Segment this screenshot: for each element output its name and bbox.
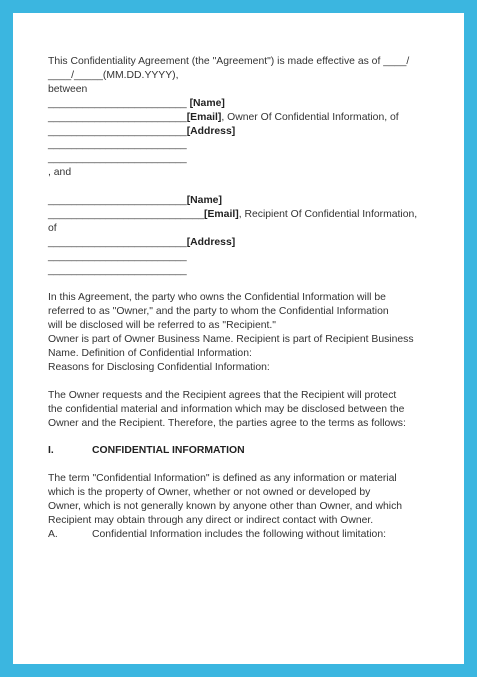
owner-address-line (48, 125, 443, 139)
para2-line-2: the confidential material and information which may be disclosed between the (48, 403, 405, 415)
owner-address-line-2: ________________________ (48, 139, 187, 151)
intro-line-1: This Confidentiality Agreement (the "Agreement") is made effective as of ____/ (48, 56, 410, 67)
owner-address-line-3: ________________________ (48, 153, 187, 165)
and-text: , and (48, 167, 72, 179)
recipient-name-line (48, 194, 443, 208)
recipient-address-line-3: ________________________ (48, 264, 187, 276)
recipient-name-blank: ________________________ (48, 195, 187, 207)
section-heading (48, 444, 443, 458)
recipient-address-line (48, 236, 443, 250)
owner-email-label: [Email] (186, 111, 222, 123)
owner-email-suffix: , Owner Of Confidential Information, of (221, 111, 399, 123)
section-title: CONFIDENTIAL INFORMATION (92, 445, 245, 457)
para1-line-2: referred to as "Owner," and the party to whom the Confidential Information (48, 306, 389, 318)
para3-line-4: Recipient may obtain through any direct or indirect contact with Owner. (48, 514, 374, 526)
agreement-body (48, 55, 443, 542)
para3-line-3: Owner, which is not generally known by anyone other than Owner, and which (48, 500, 403, 512)
para1-line-3: will be disclosed will be referred to as "Recipient." (48, 320, 276, 332)
owner-name-blank: ________________________ (48, 97, 187, 109)
owner-address-label: [Address] (186, 125, 236, 137)
intro-line-3: between (48, 83, 88, 95)
para1-line-5: Name. Definition of Confidential Information: (48, 348, 252, 359)
para1-line-1: In this Agreement, the party who owns the Confidential Information will be (48, 292, 386, 304)
recipient-email-suffix: , Recipient Of Confidential Information, (238, 208, 418, 220)
document-page (13, 13, 464, 664)
owner-name-label: [Name] (189, 97, 225, 109)
para2-line-3: Owner and the Recipient. Therefore, the parties agree to the terms as follows: (48, 417, 406, 429)
para3-line-1: The term "Confidential Information" is defined as any information or material (48, 473, 397, 485)
recipient-email-label: [Email] (204, 208, 239, 220)
recipient-name-label: [Name] (186, 195, 222, 207)
recipient-address-blank: ________________________ (48, 236, 187, 248)
owner-email-line (48, 111, 443, 125)
item-number: A. (48, 528, 58, 540)
item-text: Confidential Information includes the following without limitation: (92, 528, 386, 540)
recipient-email-line (48, 208, 443, 222)
recipient-address-line-2: ________________________ (48, 250, 187, 262)
recipient-address-label: [Address] (186, 236, 236, 248)
para1-line-6: Reasons for Disclosing Confidential Information: (48, 361, 270, 373)
section-number: I. (48, 445, 54, 457)
recipient-email-blank: ___________________________ (48, 208, 205, 220)
intro-line-2: ____/_____(MM.DD.YYYY), (48, 69, 179, 81)
recipient-of-text: of (48, 222, 57, 234)
owner-name-line (48, 97, 443, 111)
owner-email-blank: ________________________ (48, 111, 187, 123)
para1-line-4: Owner is part of Owner Business Name. Recipient is part of Recipient Business (48, 334, 414, 346)
list-item (48, 528, 443, 542)
owner-address-blank: ________________________ (48, 125, 187, 137)
para3-line-2: which is the property of Owner, whether or not owned or developed by (48, 487, 371, 499)
para2-line-1: The Owner requests and the Recipient agrees that the Recipient will protect (48, 389, 397, 401)
